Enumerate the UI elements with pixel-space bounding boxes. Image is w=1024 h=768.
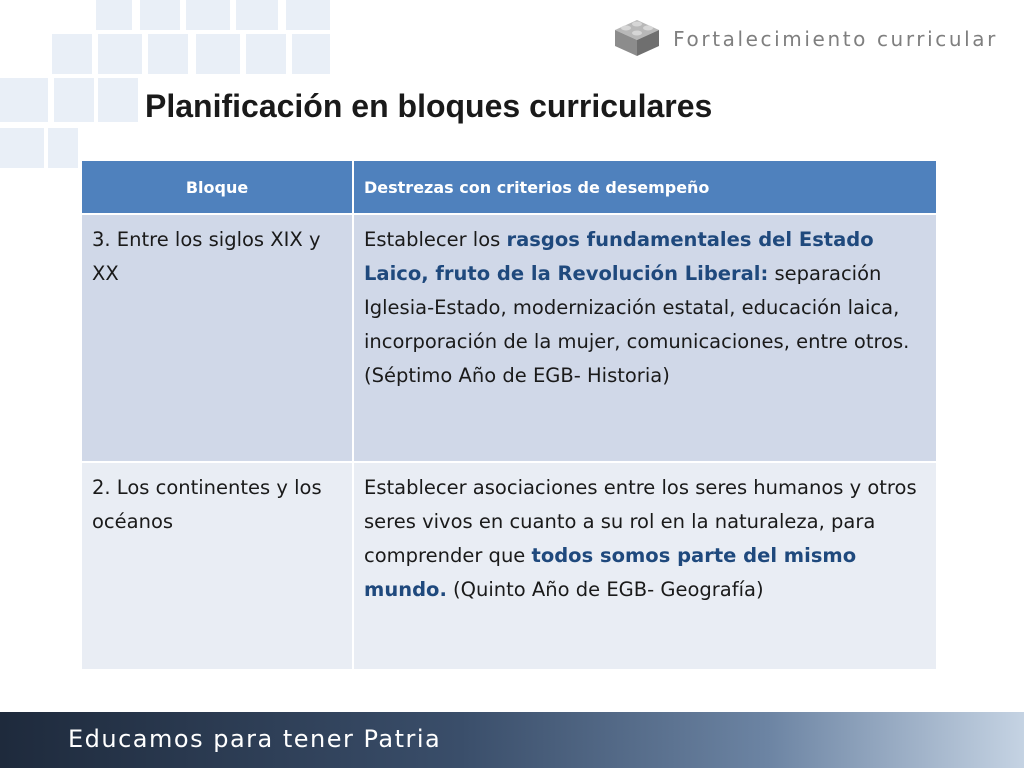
decorative-square <box>236 0 278 30</box>
decorative-square <box>52 34 92 74</box>
footer-slogan: Educamos para tener Patria <box>68 725 442 753</box>
table-header-row <box>81 160 937 214</box>
decorative-square <box>98 78 138 122</box>
destreza-cell <box>353 462 937 670</box>
decorative-square <box>54 78 94 122</box>
page-title: Planificación en bloques curriculares <box>145 88 713 124</box>
column-header-bloque: Bloque <box>81 160 353 214</box>
table-row <box>81 462 937 670</box>
decorative-square <box>98 34 142 74</box>
column-header-destrezas: Destrezas con criterios de desempeño <box>353 160 937 214</box>
curriculum-table <box>80 159 938 671</box>
destreza-text: Establecer los <box>364 228 507 251</box>
lego-brick-icon <box>611 14 663 63</box>
destreza-highlight: todos somos parte del mismo mundo. <box>364 544 857 601</box>
bloque-cell: 2. Los continentes y los océanos <box>81 462 353 670</box>
destreza-text: Establecer asociaciones entre los seres humanos y otros seres vivos en cuanto a su rol en la naturaleza, para comprender que <box>364 476 917 567</box>
decorative-square <box>0 78 48 122</box>
destreza-text: (Quinto Año de EGB- Geografía) <box>446 578 764 601</box>
table-row <box>81 214 937 462</box>
decorative-square <box>140 0 180 30</box>
brand-header <box>611 14 998 63</box>
decorative-square <box>148 34 188 74</box>
decorative-square <box>286 0 330 30</box>
brand-text: Fortalecimiento curricular <box>673 26 998 51</box>
decorative-square <box>196 34 240 74</box>
decorative-square <box>96 0 132 30</box>
decorative-square <box>246 34 286 74</box>
decorative-square <box>48 128 78 168</box>
bloque-cell: 3. Entre los siglos XIX y XX <box>81 214 353 462</box>
decorative-square <box>186 0 230 30</box>
footer-band <box>0 712 1024 768</box>
destreza-highlight: rasgos fundamentales del Estado Laico, fruto de la Revolución Liberal: <box>364 228 874 285</box>
decorative-square <box>292 34 330 74</box>
decorative-square <box>0 128 44 168</box>
destreza-cell <box>353 214 937 462</box>
destreza-text: separación Iglesia-Estado, modernización estatal, educación laica, incorporación de la mujer, comunicaciones, entre otros. (Séptimo Año de EGB- Historia) <box>364 262 910 387</box>
